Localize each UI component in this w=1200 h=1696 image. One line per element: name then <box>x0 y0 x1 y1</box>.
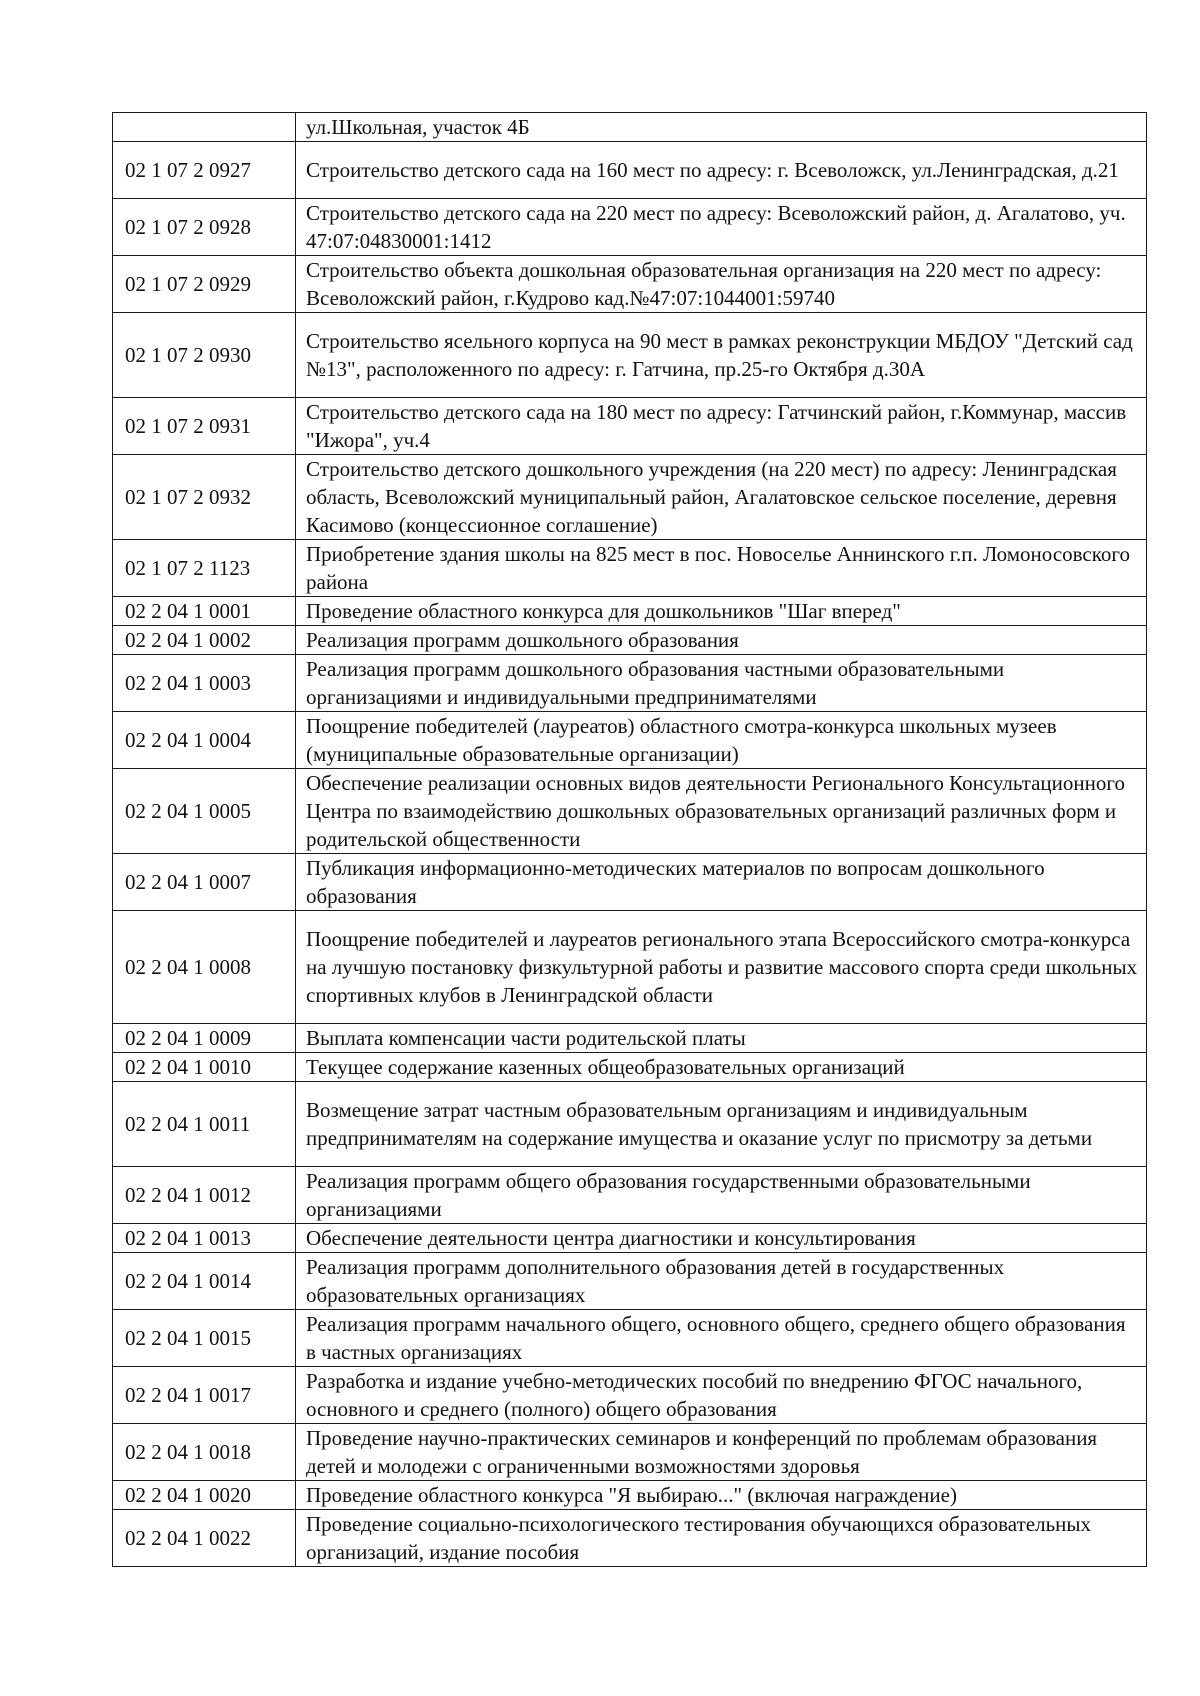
code-cell: 02 2 04 1 0020 <box>113 1481 296 1510</box>
table-body <box>113 113 1147 1567</box>
document-page <box>112 112 1147 1567</box>
code-cell: 02 2 04 1 0022 <box>113 1510 296 1567</box>
description-cell: Поощрение победителей и лауреатов регионального этапа Всероссийского смотра-конкурса на лучшую постановку физкультурной работы и развитие массового спорта среди школьных спортивных клубов в Ленинградской области <box>296 911 1147 1024</box>
table-row <box>113 256 1147 313</box>
description-cell: Обеспечение деятельности центра диагностики и консультирования <box>296 1224 1147 1253</box>
description-cell: Разработка и издание учебно-методических пособий по внедрению ФГОС начального, основного и среднего (полного) общего образования <box>296 1367 1147 1424</box>
description-cell: Публикация информационно-методических материалов по вопросам дошкольного образования <box>296 854 1147 911</box>
budget-codes-table <box>112 112 1147 1567</box>
table-row <box>113 1481 1147 1510</box>
table-row <box>113 1253 1147 1310</box>
code-cell: 02 2 04 1 0001 <box>113 597 296 626</box>
table-row <box>113 626 1147 655</box>
table-row <box>113 1310 1147 1367</box>
code-cell <box>113 113 296 142</box>
description-cell: Проведение научно-практических семинаров и конференций по проблемам образования детей и молодежи с ограниченными возможностями здоровья <box>296 1424 1147 1481</box>
code-cell: 02 2 04 1 0007 <box>113 854 296 911</box>
code-cell: 02 1 07 2 0932 <box>113 455 296 540</box>
table-row <box>113 854 1147 911</box>
table-row <box>113 597 1147 626</box>
table-row <box>113 455 1147 540</box>
code-cell: 02 2 04 1 0004 <box>113 712 296 769</box>
code-cell: 02 1 07 2 0927 <box>113 142 296 199</box>
description-cell: ул.Школьная, участок 4Б <box>296 113 1147 142</box>
code-cell: 02 1 07 2 1123 <box>113 540 296 597</box>
code-cell: 02 1 07 2 0930 <box>113 313 296 398</box>
table-row <box>113 1082 1147 1167</box>
code-cell: 02 2 04 1 0009 <box>113 1024 296 1053</box>
table-row <box>113 911 1147 1024</box>
table-row <box>113 1224 1147 1253</box>
description-cell: Обеспечение реализации основных видов деятельности Регионального Консультационного Центра по взаимодействию дошкольных образовательных организаций различных форм и родительской общественности <box>296 769 1147 854</box>
description-cell: Реализация программ дополнительного образования детей в государственных образовательных организациях <box>296 1253 1147 1310</box>
code-cell: 02 2 04 1 0005 <box>113 769 296 854</box>
code-cell: 02 2 04 1 0013 <box>113 1224 296 1253</box>
table-row <box>113 113 1147 142</box>
description-cell: Строительство детского сада на 220 мест по адресу: Всеволожский район, д. Агалатово, уч. 47:07:04830001:1412 <box>296 199 1147 256</box>
code-cell: 02 2 04 1 0002 <box>113 626 296 655</box>
table-row <box>113 313 1147 398</box>
description-cell: Приобретение здания школы на 825 мест в пос. Новоселье Аннинского г.п. Ломоносовского района <box>296 540 1147 597</box>
description-cell: Проведение областного конкурса для дошкольников "Шаг вперед" <box>296 597 1147 626</box>
description-cell: Текущее содержание казенных общеобразовательных организаций <box>296 1053 1147 1082</box>
table-row <box>113 655 1147 712</box>
code-cell: 02 2 04 1 0014 <box>113 1253 296 1310</box>
table-row <box>113 1024 1147 1053</box>
description-cell: Проведение областного конкурса "Я выбираю..." (включая награждение) <box>296 1481 1147 1510</box>
code-cell: 02 2 04 1 0011 <box>113 1082 296 1167</box>
table-row <box>113 199 1147 256</box>
description-cell: Реализация программ общего образования государственными образовательными организациями <box>296 1167 1147 1224</box>
description-cell: Возмещение затрат частным образовательным организациям и индивидуальным предпринимателям на содержание имущества и оказание услуг по присмотру за детьми <box>296 1082 1147 1167</box>
table-row <box>113 540 1147 597</box>
description-cell: Строительство детского дошкольного учреждения (на 220 мест) по адресу: Ленинградская область, Всеволожский муниципальный район, Агалатовское сельское поселение, деревня Касимово (концессионное соглашение) <box>296 455 1147 540</box>
table-row <box>113 1510 1147 1567</box>
table-row <box>113 769 1147 854</box>
code-cell: 02 2 04 1 0008 <box>113 911 296 1024</box>
description-cell: Реализация программ начального общего, основного общего, среднего общего образования в частных организациях <box>296 1310 1147 1367</box>
code-cell: 02 2 04 1 0012 <box>113 1167 296 1224</box>
table-row <box>113 712 1147 769</box>
description-cell: Реализация программ дошкольного образования <box>296 626 1147 655</box>
table-row <box>113 1167 1147 1224</box>
table-row <box>113 1367 1147 1424</box>
code-cell: 02 1 07 2 0931 <box>113 398 296 455</box>
description-cell: Строительство объекта дошкольная образовательная организация на 220 мест по адресу: Всеволожский район, г.Кудрово кад.№47:07:1044001:59740 <box>296 256 1147 313</box>
table-row <box>113 1424 1147 1481</box>
code-cell: 02 1 07 2 0929 <box>113 256 296 313</box>
code-cell: 02 2 04 1 0010 <box>113 1053 296 1082</box>
code-cell: 02 2 04 1 0018 <box>113 1424 296 1481</box>
description-cell: Выплата компенсации части родительской платы <box>296 1024 1147 1053</box>
code-cell: 02 2 04 1 0003 <box>113 655 296 712</box>
description-cell: Строительство детского сада на 180 мест по адресу: Гатчинский район, г.Коммунар, массив "Ижора", уч.4 <box>296 398 1147 455</box>
description-cell: Проведение социально-психологического тестирования обучающихся образовательных организаций, издание пособия <box>296 1510 1147 1567</box>
code-cell: 02 2 04 1 0017 <box>113 1367 296 1424</box>
description-cell: Реализация программ дошкольного образования частными образовательными организациями и индивидуальными предпринимателями <box>296 655 1147 712</box>
table-row <box>113 1053 1147 1082</box>
description-cell: Строительство ясельного корпуса на 90 мест в рамках реконструкции МБДОУ "Детский сад №13", расположенного по адресу: г. Гатчина, пр.25-го Октября д.30А <box>296 313 1147 398</box>
description-cell: Поощрение победителей (лауреатов) областного смотра-конкурса школьных музеев (муниципальные образовательные организации) <box>296 712 1147 769</box>
table-row <box>113 142 1147 199</box>
code-cell: 02 1 07 2 0928 <box>113 199 296 256</box>
table-row <box>113 398 1147 455</box>
code-cell: 02 2 04 1 0015 <box>113 1310 296 1367</box>
description-cell: Строительство детского сада на 160 мест по адресу: г. Всеволожск, ул.Ленинградская, д.21 <box>296 142 1147 199</box>
